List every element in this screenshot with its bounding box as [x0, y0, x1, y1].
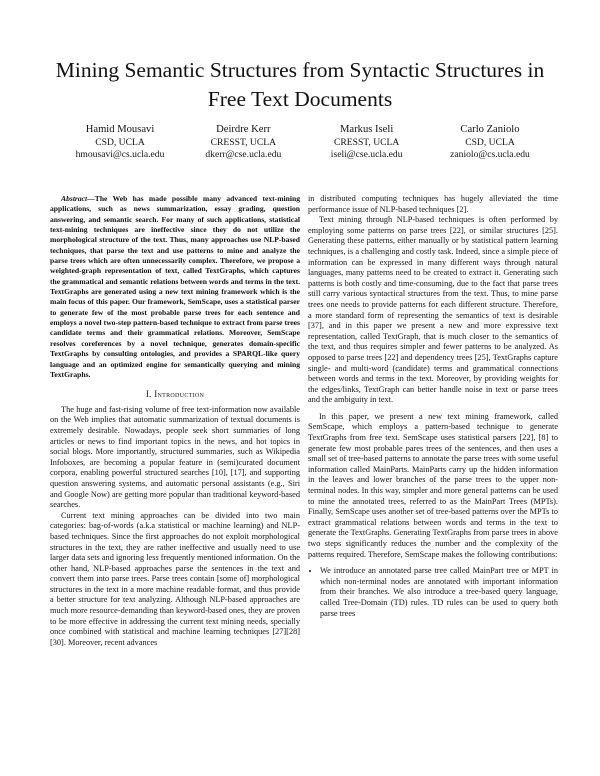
paper-title: Mining Semantic Structures from Syntactic Structures in Free Text Documents — [55, 58, 545, 111]
contribution-list — [308, 566, 558, 619]
author-name: Deirdre Kerr — [216, 124, 271, 135]
author-block — [307, 124, 427, 162]
paragraph: Current text mining approaches can be divided into two main categories: bag-of-words (a.k.a statistical or machine learning) and NLP-based techniques. Since the first approaches do not exploit morphological structures in the text, they are rather ineffective and usually need to use larger data sets and ignoring less frequently mentioned information. On the other hand, NLP-based approaches parse the sentences in the text and convert them into parse trees. Parse trees contain [some of] morphological structures in the text in a more machine readable format, and thus provide a better structure for text analyzing. Although NLP-based approaches are much more resource-demanding than keyword-based ones, they are proven to be more effective in addressing the current text mining needs, specially once combined with statistical and machine learning techniques [27][28][30]. Moreover, recent advances — [50, 510, 300, 647]
author-affiliation: CRESST, UCLA — [210, 136, 277, 148]
author-name: Hamid Mousavi — [85, 124, 155, 135]
author-email: iseli@cse.ucla.edu — [330, 149, 403, 160]
author-block — [430, 124, 550, 162]
section-heading: I. Introduction — [145, 389, 205, 400]
author-name: Markus Iseli — [340, 124, 394, 135]
author-name: Carlo Zaniolo — [460, 124, 520, 135]
author-affiliation: CRESST, UCLA — [333, 136, 400, 148]
abstract — [50, 194, 300, 380]
author-email: zaniolo@cs.ucla.edu — [450, 149, 530, 160]
abstract-label: Abstract — [61, 194, 88, 203]
author-affiliation: CSD, UCLA — [465, 136, 515, 148]
author-email: dkerr@cse.ucla.edu — [205, 149, 282, 160]
right-column — [308, 194, 558, 619]
author-email: hmousavi@cs.ucla.edu — [75, 149, 165, 160]
list-item: • We introduce an annotated parse tree called MainPart tree or MPT in which non-terminal nodes are annotated with important information from their branches. We also introduce a tree-based query language, called Tree-Domain (TD) rules. TD rules can be used to query both parse trees — [320, 566, 558, 619]
author-block — [60, 124, 180, 162]
paragraph: The huge and fast-rising volume of free text-information now available on the Web implies that automatic summarization of textual documents is extremely desirable. Nowadays, people seek short summaries of long articles or news to find important topics in the news, and hot topics in social blogs. More importantly, structured summaries, such as Wikipedia Infoboxes, are becoming a popular feature in (semi)curated document corpora, enabling powerful structured searches [10], [17], and supporting question answering systems, and automatic personal assistants (e.g., Siri and Google Now) are getting more popular than traditional keyword-based searches. — [50, 404, 300, 510]
left-column — [50, 194, 300, 648]
paragraph: Text mining through NLP-based techniques is often performed by employing some patterns on parse trees [22], or similar structures [25]. Generating these patterns, either manually or by statistical pattern learning techniques, is a challenging and costly task. Indeed, since a simple piece of information can be expressed in many different ways through natural languages, many patterns need to be created to extract it. Generating such patterns is both costly and time-consuming, due to the fact that parse trees still carry various syntactical structures from the text. Thus, to mine parse trees one needs to provide patterns for each different structure. Therefore, a more standard form of representing the semantics of text is desirable [37], and in this paper we present a new and more expressive text representation, called TextGraph, that is much closer to the semantics of the text, and thus requires simpler and fewer patterns to be analyzed. As opposed to parse trees [22] and dependency trees [25], TextGraphs capture single- and multi-word (candidate) terms and grammatical connections between words and terms in the text. Moreover, by providing weights for the edges/links, TextGraph can better handle noise in text or parse trees and the ambiguity in text. — [308, 215, 558, 405]
paragraph: In this paper, we present a new text mining framework, called SemScape, which employs a pattern-based technique to generate TextGraphs from free text. SemScape uses statistical parsers [22], [8] to generate few most probable pares trees of the sentences, and then uses a small set of tree-based patterns to annotate the parse trees with some useful information called MainParts. MainParts carry up the hidden information in the leaves and lower branches of the parse trees to the upper non-terminal nodes. In this way, simpler and more general patterns can be used to mine the annotated trees, referred to as the MainPart Trees (MPTs). Finally, SemScape uses another set of tree-based patterns over the MPTs to extract grammatical relations between words and terms in the text to generate the TextGraphs. Generating TextGraphs from parse trees in above two steps significantly reduces the number and the complexity of the patterns required. Therefore, SemScape makes the following contributions: — [308, 411, 558, 559]
abstract-text: —The Web has made possible many advanced text-mining applications, such as news summarization, essay grading, question answering, and semantic search. For many of such applications, statistical text-mining techniques are ineffective since they do not utilize the morphological structure of the text. Thus, many approaches use NLP-based techniques, that parse the text and use patterns to mine and analyze the parse trees which are often unnecessarily complex. Therefore, we propose a weighted-graph representation of text, called TextGraphs, which captures the grammatical and semantic relations between words and terms in the text. TextGraphs are generated using a new text mining framework which is the main focus of this paper. Our framework, SemScape, uses a statistical parser to generate few of the most probable parse trees for each sentence and employs a novel two-step pattern-based technique to extract from parse trees candidate terms and their grammatical relations. Moreover, SemScape resolves coreferences by a novel technique, generates domain-specific TextGraphs by consulting ontologies, and provides a SPARQL-like query language and an optimized engine for semantically querying and mining TextGraphs. — [50, 194, 300, 379]
paragraph: in distributed computing techniques has hugely alleviated the time performance issue of NLP-based techniques [2]. — [308, 194, 558, 214]
author-list — [60, 124, 550, 162]
author-block — [183, 124, 303, 162]
author-affiliation: CSD, UCLA — [95, 136, 145, 148]
